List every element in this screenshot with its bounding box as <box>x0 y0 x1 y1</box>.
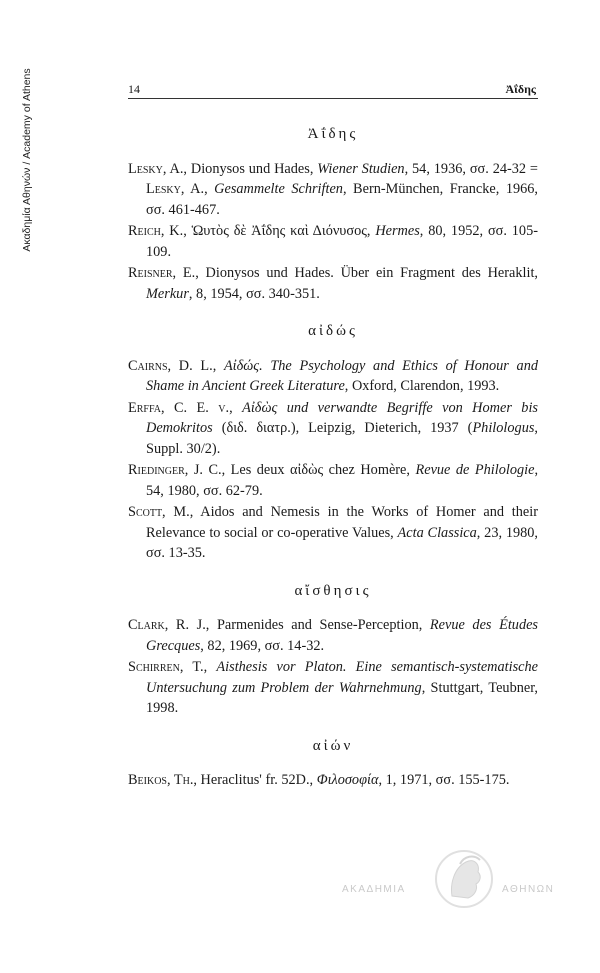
watermark-left-text: ΑΚΑΔΗΜΙΑ <box>342 884 406 895</box>
section-title: Ἀΐδης <box>307 126 359 142</box>
bib-entry <box>128 221 538 262</box>
entry-text: , <box>204 181 215 197</box>
entry-text: , Parmenides and Sense-Perception, <box>205 617 430 633</box>
page-header <box>128 82 538 99</box>
entry-author: Cairns, D. L. <box>128 357 213 374</box>
entry-italic: Revue des Études Grecques <box>146 617 539 654</box>
entry-text: , Oxford, Clarendon, 1993. <box>344 378 500 394</box>
bib-entry <box>128 770 538 791</box>
entry-text: , 54, 1936, σσ. 24-32 = <box>404 160 538 177</box>
entry-italic: Αἰδὼς und verwandte Begriffe von Homer bis Demokritos <box>146 399 538 436</box>
athena-head-icon <box>434 848 494 910</box>
entry-text: , 82, 1969, σσ. 14-32. <box>200 637 325 654</box>
entry-italic: Gesammelte Schriften <box>214 181 343 197</box>
entry-author: Lesky, A. <box>146 181 205 197</box>
entry-text: , 54, 1980, σσ. 62-79. <box>146 462 539 499</box>
entry-italic: Merkur <box>146 285 189 302</box>
entry-italic: Aisthesis vor Platon. Eine semantisch-systematische Untersuchung zum Problem der Wahrnehmung <box>146 659 538 696</box>
entry-text: , 23, 1980, σσ. 13-35. <box>146 524 538 561</box>
entry-text: , Aidos and Nemesis in the Works of Homer and their Relevance to social or co-operative Values, <box>146 504 538 541</box>
entry-author: Scott, M. <box>128 504 190 520</box>
bib-entry <box>128 356 538 397</box>
entry-text: , Les deux αἰδὼς chez Homère, <box>221 462 416 478</box>
entry-italic: Αἰδώς. The Psychology and Ethics of Honour and Shame in Ancient Greek Literature <box>146 357 538 394</box>
entry-text: , Heraclitus' fr. 52D., <box>193 772 317 788</box>
entry-italic: Revue de Philologie <box>415 462 535 478</box>
bib-entry <box>128 615 538 656</box>
entry-text: , 1, 1971, σσ. 155-175. <box>378 772 510 788</box>
entry-author: Erffa, C. E. v. <box>128 399 230 416</box>
entry-text: , <box>203 659 217 675</box>
bib-entry <box>128 398 538 460</box>
entry-author: Schirren, T. <box>128 659 204 675</box>
entry-text: , Dionysos und Hades. Über ein Fragment des Heraklit, <box>195 265 538 281</box>
section-title: αἴσθησις <box>294 582 372 599</box>
section-title: αἰών <box>312 737 354 754</box>
entry-author: Reich, K. <box>128 223 184 239</box>
watermark-right-text: ΑΘΗΝΩΝ <box>502 884 555 895</box>
entry-italic: Philologus <box>472 420 535 436</box>
entry-text: , <box>229 399 243 416</box>
entry-text: , Bern-München, Francke, 1966, σσ. 461-467. <box>146 181 539 218</box>
bib-entry <box>128 263 538 304</box>
side-watermark-text: Ακαδημία Αθηνών / Academy of Athens <box>21 68 33 252</box>
entry-italic: Wiener Studien <box>317 160 405 177</box>
entry-author: Reisner, E. <box>128 265 196 281</box>
entry-text: , <box>212 357 224 374</box>
entry-italic: Φιλοσοφία <box>316 772 379 788</box>
bib-entry <box>128 657 538 719</box>
entry-author: Lesky, A. <box>128 160 184 177</box>
running-title: Ἀΐδης <box>505 82 536 96</box>
bib-entry <box>128 502 538 564</box>
entry-text: (διδ. διατρ.), Leipzig, Dieterich, 1937 ( <box>212 420 473 436</box>
entry-italic: Hermes <box>375 223 420 239</box>
entry-author: Clark, R. J. <box>128 617 206 633</box>
entry-text: , 8, 1954, σσ. 340-351. <box>188 285 320 302</box>
entry-author: Beikos, Th. <box>128 772 194 788</box>
entry-text: , Stuttgart, Teubner, 1998. <box>146 679 538 716</box>
entry-author: Riedinger, J. C. <box>128 462 222 478</box>
section-title: αἰδώς <box>308 323 358 339</box>
bib-entry <box>128 460 538 501</box>
entry-text: , Dionysos und Hades, <box>183 160 318 177</box>
entry-text: , Ὡυτὸς δὲ Ἀΐδης καὶ Διόνυσος, <box>183 223 376 239</box>
entry-text: , 80, 1952, σσ. 105-109. <box>146 223 538 260</box>
entry-italic: Acta Classica <box>397 524 477 541</box>
bib-entry <box>128 159 538 221</box>
page-number: 14 <box>128 82 140 96</box>
entry-text: , Suppl. 30/2). <box>146 420 538 457</box>
academy-watermark <box>330 848 560 908</box>
bibliography <box>128 118 538 792</box>
